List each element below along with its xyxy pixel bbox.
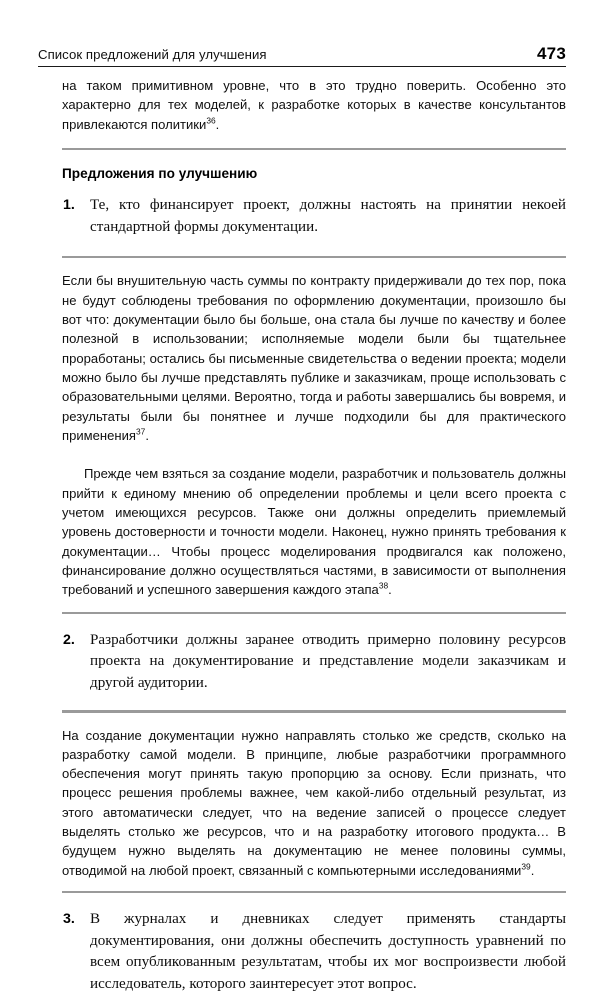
continued-paragraph-tail: .: [215, 116, 220, 132]
running-head-rule: [38, 66, 566, 67]
footnote-marker-36: 36: [206, 115, 216, 126]
commentary-paragraph-1-tail: .: [145, 427, 149, 443]
recommendation-item-3: [62, 909, 566, 995]
page-number: 473: [537, 44, 566, 63]
commentary-block-1: [62, 271, 566, 599]
commentary-paragraph-2: [62, 464, 566, 599]
continued-paragraph-text: на таком примитивном уровне, что в это трудно поверить. Особенно это характерно для тех моделей, к разработке которых в качестве консультантов привлекаются политики: [62, 78, 566, 132]
recommendation-text-3: В журналах и дневниках следует применять стандарты документирования, они должны обеспечить доступность уравнений по всем опубликованным результатам, чтобы их мог воспроизвести любой исследователь, которого заинтересует этот вопрос.: [90, 911, 566, 992]
commentary-block-2: [62, 726, 566, 880]
section-heading: Предложения по улучшению: [62, 166, 258, 182]
running-head-title: Список предложений для улучшения: [38, 47, 267, 62]
commentary-paragraph-3-text: На создание документации нужно направлять столько же средств, сколько на разработку самой модели. В принципе, любые разработчики программного обеспечения могут принять такую пропорцию за основу. Если признать, что процесс решения проблемы важнее, чем какой-либо отдельный результат, из этого автоматически следует, что на ведение записей о процессе следует выделять столько же ресурсов, что и на разработку итогового продукта… В будущем нужно выделять на документацию не менее половины суммы, отводимой на любой проект, связанный с компьютерными исследованиями: [62, 727, 566, 878]
recommendation-item-1: [62, 195, 566, 238]
recommendation-text-1: Те, кто финансирует проект, должны настоять на принятии некоей стандартной формы документации.: [90, 197, 566, 235]
recommendation-number-3: 3.: [63, 911, 75, 928]
running-head: [38, 44, 566, 64]
recommendation-text-2: Разработчики должны заранее отводить примерно половину ресурсов проекта на документирование и представление модели заказчикам и другой аудитории.: [90, 631, 566, 691]
continued-paragraph: [62, 76, 566, 134]
commentary-paragraph-3-tail: .: [530, 862, 535, 878]
recommendation-number-1: 1.: [63, 197, 75, 214]
commentary-paragraph-2-text: Прежде чем взяться за создание модели, разработчик и пользователь должны прийти к единому мнению об определении проблемы и цели всего проекта с учетом имеющихся ресурсов. Также они должны определить приемлемый уровень достоверности и точности модели. Наконец, нужно принять требования к документации… Чтобы процесс моделирования продвигался как положено, финансирование должно осуществляться частями, в зависимости от выполнения требований и успешного завершения каждого этапа: [62, 466, 566, 598]
commentary-paragraph-1-text: Если бы внушительную часть суммы по контракту придерживали до тех пор, пока не будут соблюдены требования по оформлению документации, произошло бы вот что: документации было бы больше, она стала бы лучше по качеству и более полезной в использовании; исполняемые модели были бы тщательнее проработаны; остались бы письменные свидетельства о ведении проекта; модели можно было бы лучше представлять публике и заказчикам, проще использовать с образовательными целями. Вероятно, тогда и работы завершались бы вовремя, и результаты были бы понятнее и лучше подходили бы для практического применения: [62, 273, 566, 443]
commentary-paragraph-1: [62, 271, 566, 445]
footnote-marker-37: 37: [135, 426, 146, 437]
recommendation-number-2: 2.: [63, 631, 75, 648]
text-column: [62, 76, 566, 995]
footnote-marker-39: 39: [521, 861, 531, 872]
commentary-paragraph-2-tail: .: [388, 582, 392, 598]
commentary-paragraph-3: [62, 726, 566, 880]
recommendation-item-2: [62, 630, 566, 694]
footnote-marker-38: 38: [378, 580, 389, 591]
